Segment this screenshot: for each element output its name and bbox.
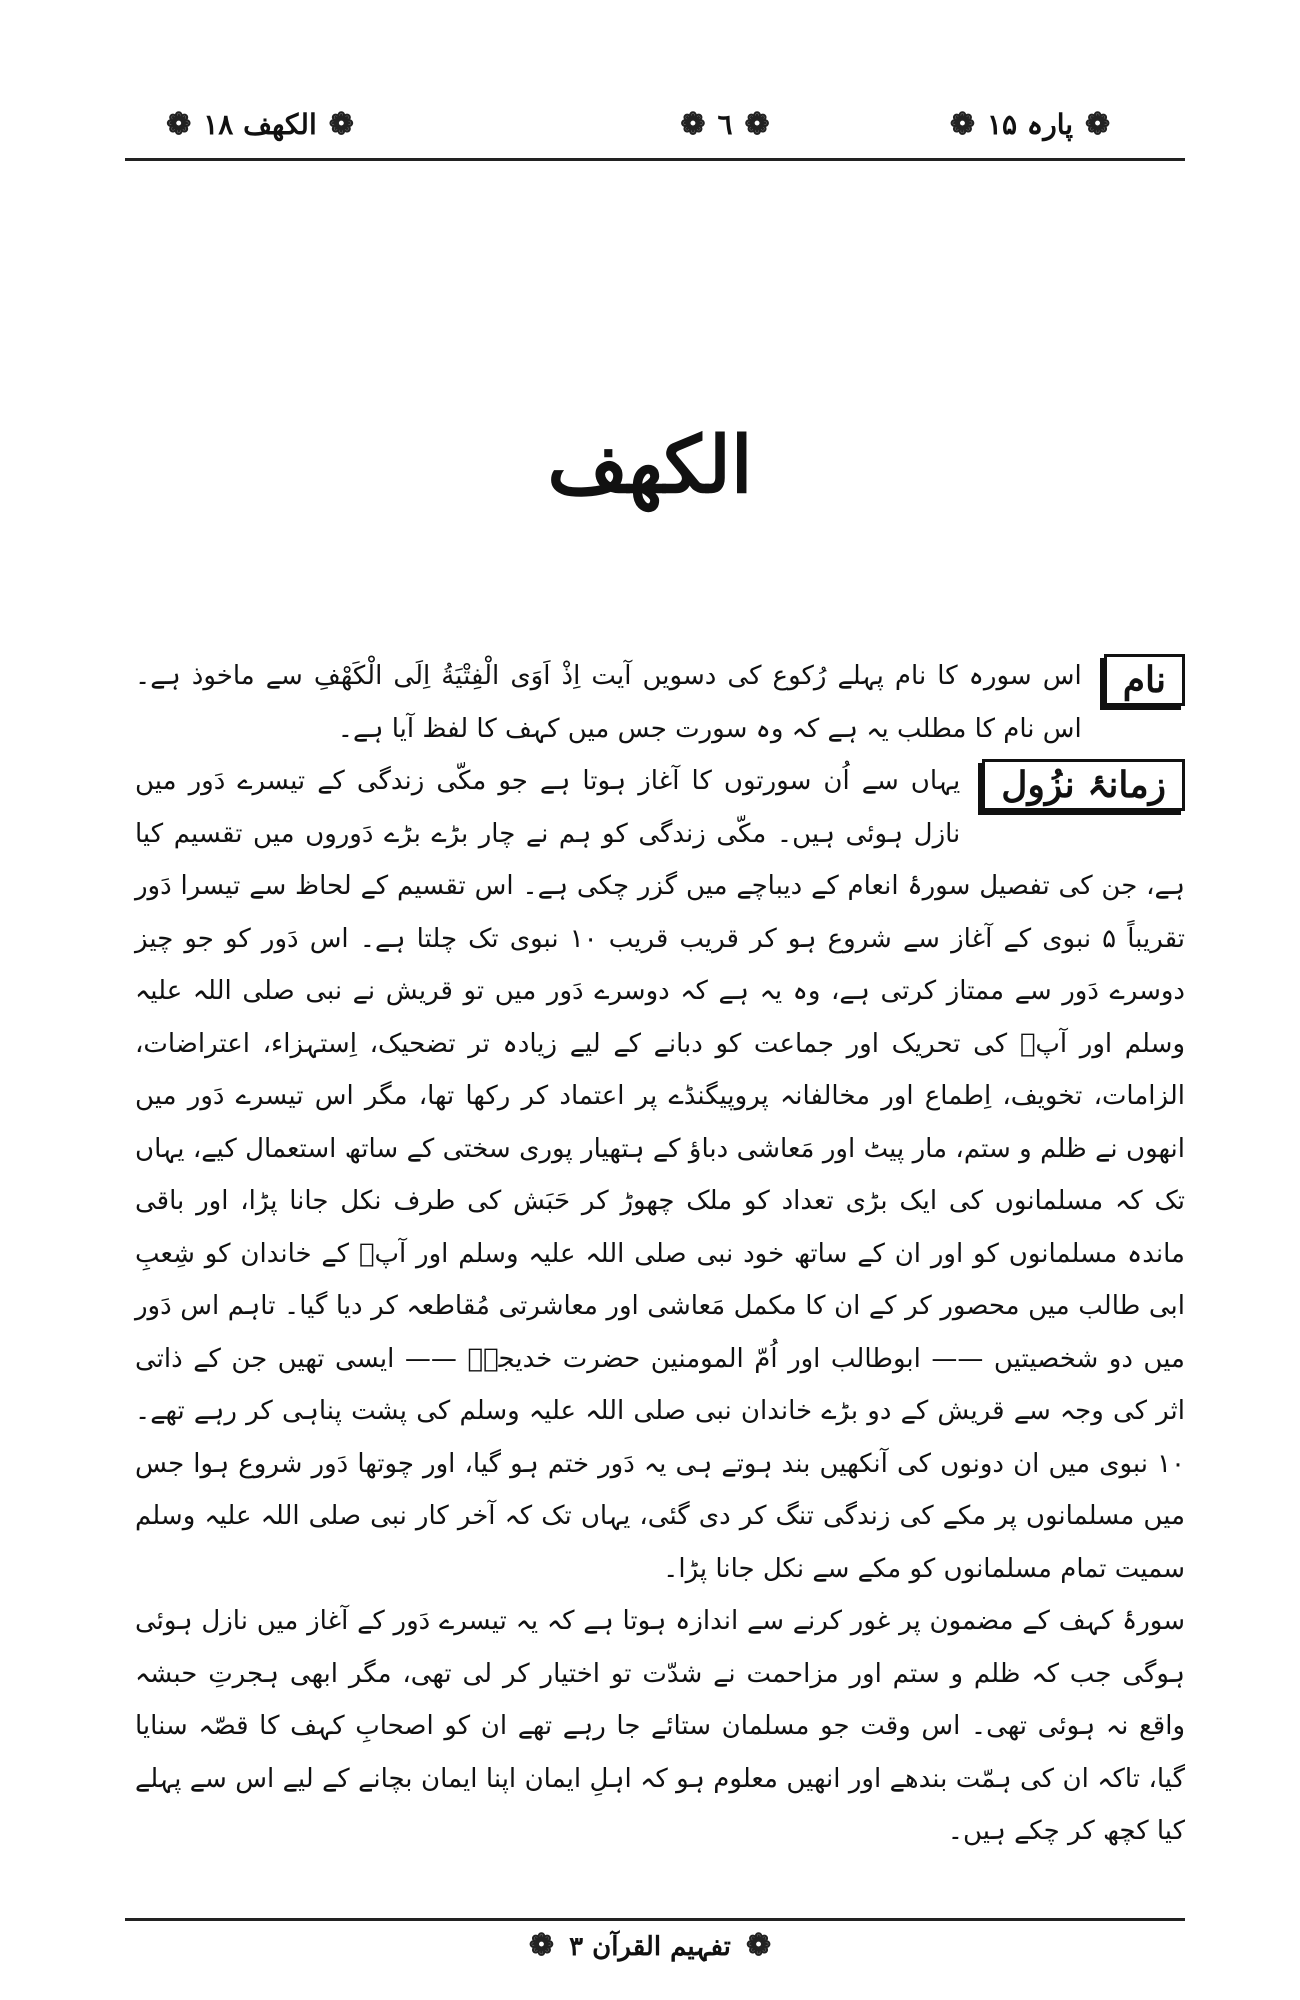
juz-label: پارہ ۱۵ xyxy=(986,107,1074,141)
surah-label: الکھف ۱۸ xyxy=(203,107,317,141)
page-number: ٦ xyxy=(717,107,733,141)
book-name: تفہیم القرآن ۳ xyxy=(569,1932,731,1962)
header-rule xyxy=(125,158,1185,161)
section-heading-name: نام xyxy=(1104,654,1185,706)
section-heading-revelation: زمانۂ نزُول xyxy=(982,759,1185,811)
closing-paragraph: سورۂ کہف کے مضمون پر غور کرنے سے اندازہ ہوتا ہے کہ یہ تیسرے دَور کے آغاز میں نازل ہوئی ہوگی جب کہ ظلم و ستم اور مزاحمت نے شدّت تو اختیار کر لی تھی، مگر ابھی ہجرتِ حبشہ واقع نہ ہوئی تھی۔ اس وقت جو مسلمان ستائے جا رہے تھے ان کو اصحابِ کہف کا قصّہ سنایا گیا، تاکہ ان کی ہمّت بندھے اور انھیں معلوم ہو کہ اہلِ ایمان اپنا ایمان بچانے کے لیے اس سے پہلے کیا کچھ کر چکے ہیں۔ xyxy=(135,1606,1185,1846)
footer-rule xyxy=(125,1918,1185,1921)
surah-title: الکھف xyxy=(547,420,753,511)
ornament-icon: ❁ xyxy=(680,106,706,142)
juz-label-box xyxy=(905,104,1155,144)
page-header xyxy=(125,100,1185,150)
section-revelation xyxy=(135,755,1185,1595)
ornament-icon: ❁ xyxy=(528,1928,555,1963)
surah-label-box xyxy=(145,104,375,144)
ornament-icon: ❁ xyxy=(745,1928,772,1963)
ornament-icon: ❁ xyxy=(328,106,354,142)
section-revelation-text: یہاں سے اُن سورتوں کا آغاز ہوتا ہے جو مکّی زندگی کے تیسرے دَور میں نازل ہوئی ہیں۔ مکّی زندگی کو ہم نے چار بڑے بڑے دَوروں میں تقسیم کیا ہے، جن کی تفصیل سورۂ انعام کے دیباچے میں گزر چکی ہے۔ اس تقسیم کے لحاظ سے تیسرا دَور تقریباً ۵ نبوی کے آغاز سے شروع ہو کر قریب قریب ۱۰ نبوی تک چلتا ہے۔ اس دَور کو جو چیز دوسرے دَور سے ممتاز کرتی ہے، وہ یہ ہے کہ دوسرے دَور میں تو قریش نے نبی صلی اللہ علیہ وسلم اور آپؐ کی تحریک اور جماعت کو دبانے کے لیے زیادہ تر تضحیک، اِستہزاء، اعتراضات، الزامات، تخویف، اِطماع اور مخالفانہ پروپیگنڈے پر اعتماد کر رکھا تھا، مگر اس تیسرے دَور میں انھوں نے ظلم و ستم، مار پیٹ اور مَعاشی دباؤ کے ہتھیار پوری سختی کے ساتھ استعمال کیے، یہاں تک کہ مسلمانوں کی ایک بڑی تعداد کو ملک چھوڑ کر حَبَش کی طرف نکل جانا پڑا، اور باقی ماندہ مسلمانوں کو اور ان کے ساتھ خود نبی صلی اللہ علیہ وسلم اور آپؐ کے خاندان کو شِعبِ ابی طالب میں محصور کر کے ان کا مکمل مَعاشی اور معاشرتی مُقاطعہ کر دیا گیا۔ تاہم اس دَور میں دو شخصیتیں —— ابوطالب اور اُمّ المومنین حضرت خدیجہؓ —— ایسی تھیں جن کے ذاتی اثر کی وجہ سے قریش کے دو بڑے خاندان نبی صلی اللہ علیہ وسلم کی پشت پناہی کر رہے تھے۔ ۱۰ نبوی میں ان دونوں کی آنکھیں بند ہوتے ہی یہ دَور ختم ہو گیا، اور چوتھا دَور شروع ہوا جس میں مسلمانوں پر مکے کی زندگی تنگ کر دی گئی، یہاں تک کہ آخر کار نبی صلی اللہ علیہ وسلم سمیت تمام مسلمانوں کو مکے سے نکل جانا پڑا۔ xyxy=(135,766,1185,1584)
closing-paragraph-wrap xyxy=(135,1595,1185,1858)
ornament-icon: ❁ xyxy=(949,106,975,142)
ornament-icon: ❁ xyxy=(744,106,770,142)
ornament-icon: ❁ xyxy=(166,106,192,142)
section-name xyxy=(135,650,1185,755)
page-footer xyxy=(0,1928,1300,1963)
page-body xyxy=(135,650,1185,1858)
page-number-box xyxy=(650,104,800,144)
section-name-text: اس سورہ کا نام پہلے رُکوع کی دسویں آیت اِذْ اَوَى الْفِتْيَةُ اِلَى الْكَهْفِ سے ماخوذ ہے۔ اس نام کا مطلب یہ ہے کہ وہ سورت جس میں کہف کا لفظ آیا ہے۔ xyxy=(135,661,1082,744)
ornament-icon: ❁ xyxy=(1085,106,1111,142)
